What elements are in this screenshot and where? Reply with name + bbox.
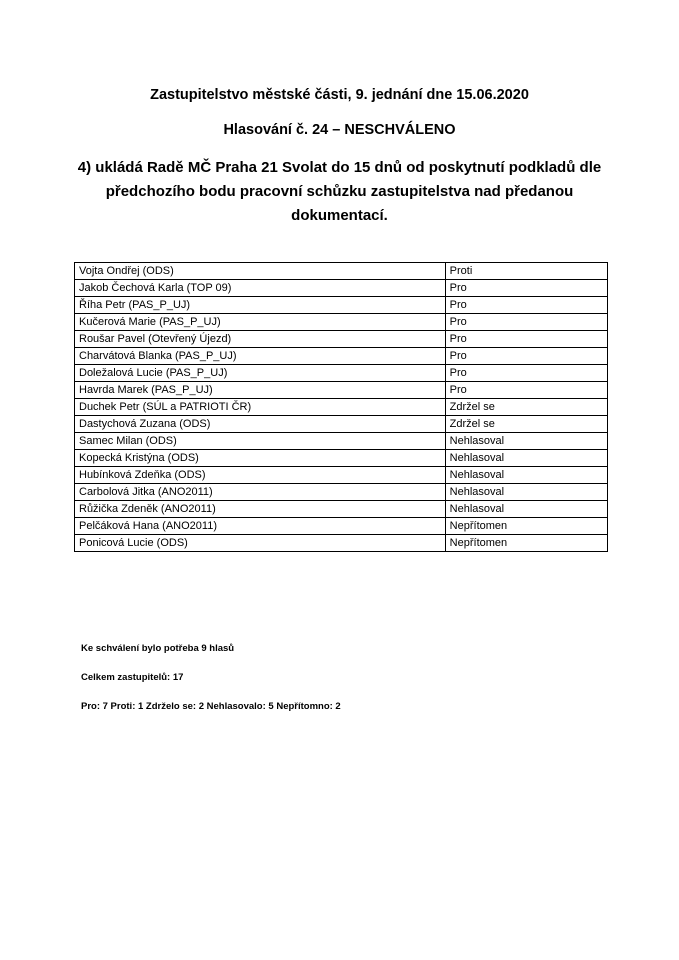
session-title: Zastupitelstvo městské části, 9. jednání dne 15.06.2020: [150, 87, 529, 103]
table-row: [75, 314, 608, 331]
total-members-text: Celkem zastupitelů: 17: [81, 672, 184, 683]
member-name-cell: Hubínková Zdeňka (ODS): [75, 467, 446, 484]
table-row: [75, 365, 608, 382]
member-name-cell: Pelčáková Hana (ANO2011): [75, 518, 446, 535]
vote-value-cell: Nehlasoval: [445, 501, 607, 518]
votes-table: [74, 262, 608, 552]
member-name-cell: Havrda Marek (PAS_P_UJ): [75, 382, 446, 399]
resolution-subject: 4) ukládá Radě MČ Praha 21 Svolat do 15 dnů od poskytnutí podkladů dle předchozího bodu pracovní schůzku zastupitelstva nad předanou dokumentací.: [77, 159, 602, 224]
vote-tally-text: Pro: 7 Proti: 1 Zdrželo se: 2 Nehlasovalo: 5 Nepřítomno: 2: [81, 701, 341, 712]
member-name-cell: Vojta Ondřej (ODS): [75, 263, 446, 280]
table-row: [75, 297, 608, 314]
table-row: [75, 450, 608, 467]
table-row: [75, 501, 608, 518]
table-row: [75, 399, 608, 416]
member-name-cell: Růžička Zdeněk (ANO2011): [75, 501, 446, 518]
vote-value-cell: Zdržel se: [445, 416, 607, 433]
table-row: [75, 467, 608, 484]
member-name-cell: Říha Petr (PAS_P_UJ): [75, 297, 446, 314]
vote-value-cell: Pro: [445, 297, 607, 314]
member-name-cell: Kopecká Kristýna (ODS): [75, 450, 446, 467]
member-name-cell: Duchek Petr (SÚL a PATRIOTI ČR): [75, 399, 446, 416]
vote-value-cell: Pro: [445, 280, 607, 297]
vote-value-cell: Nepřítomen: [445, 518, 607, 535]
member-name-cell: Ponicová Lucie (ODS): [75, 535, 446, 552]
vote-value-cell: Zdržel se: [445, 399, 607, 416]
table-row: [75, 518, 608, 535]
table-row: [75, 484, 608, 501]
member-name-cell: Jakob Čechová Karla (TOP 09): [75, 280, 446, 297]
member-name-cell: Doležalová Lucie (PAS_P_UJ): [75, 365, 446, 382]
vote-value-cell: Pro: [445, 314, 607, 331]
member-name-cell: Roušar Pavel (Otevřený Újezd): [75, 331, 446, 348]
vote-result-title: Hlasování č. 24 – NESCHVÁLENO: [223, 122, 456, 138]
votes-table-body: [75, 263, 608, 552]
member-name-cell: Charvátová Blanka (PAS_P_UJ): [75, 348, 446, 365]
table-row: [75, 348, 608, 365]
vote-value-cell: Nehlasoval: [445, 450, 607, 467]
table-row: [75, 535, 608, 552]
vote-value-cell: Pro: [445, 348, 607, 365]
vote-value-cell: Nehlasoval: [445, 467, 607, 484]
member-name-cell: Dastychová Zuzana (ODS): [75, 416, 446, 433]
member-name-cell: Carbolová Jitka (ANO2011): [75, 484, 446, 501]
table-row: [75, 382, 608, 399]
table-row: [75, 263, 608, 280]
table-row: [75, 433, 608, 450]
member-name-cell: Kučerová Marie (PAS_P_UJ): [75, 314, 446, 331]
vote-value-cell: Pro: [445, 382, 607, 399]
required-votes-text: Ke schválení bylo potřeba 9 hlasů: [81, 643, 235, 654]
table-row: [75, 416, 608, 433]
vote-value-cell: Nehlasoval: [445, 484, 607, 501]
vote-value-cell: Nepřítomen: [445, 535, 607, 552]
vote-value-cell: Pro: [445, 331, 607, 348]
table-row: [75, 331, 608, 348]
vote-value-cell: Proti: [445, 263, 607, 280]
member-name-cell: Samec Milan (ODS): [75, 433, 446, 450]
vote-value-cell: Pro: [445, 365, 607, 382]
vote-value-cell: Nehlasoval: [445, 433, 607, 450]
table-row: [75, 280, 608, 297]
